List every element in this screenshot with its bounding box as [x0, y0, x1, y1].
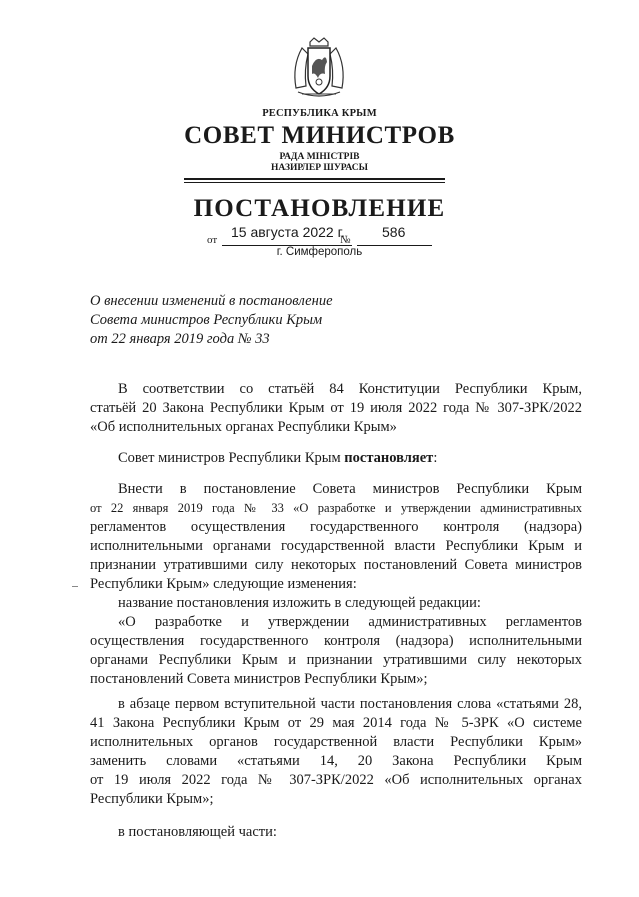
text-line: от 22 января 2019 года № 33 «О разработке и утверждении административных: [90, 501, 582, 515]
council-title: СОВЕТ МИНИСТРОВ: [184, 122, 455, 149]
subject-line: от 22 января 2019 года № 33: [90, 331, 270, 347]
header-divider: [184, 178, 445, 180]
paragraph-preamble-change: [90, 695, 582, 809]
text-line: исполнительными органами государственной власти Республики Крым и: [90, 538, 582, 554]
text-line: название постановления изложить в следующей редакции:: [118, 595, 481, 611]
decree-city: г. Симферополь: [276, 246, 363, 258]
header-divider-thin: [184, 182, 445, 183]
paragraph-preamble: [90, 380, 582, 437]
text-line: Внести в постановление Совета министров Республики Крым: [118, 481, 582, 497]
text-line: заменить словами «статьями 14, 20 Закона Республики Крым: [90, 753, 582, 769]
resolves-keyword: постановляет: [344, 450, 434, 466]
resolves-text: Совет министров Республики Крым: [118, 450, 345, 466]
date-prefix: от: [207, 234, 218, 246]
margin-mark: [72, 586, 78, 587]
paragraph-operative-part: [90, 823, 582, 842]
text-line: исполнительных органов государственной власти Республики Крым»: [90, 734, 582, 750]
text-line: регламентов осуществления государственного контроля (надзора): [90, 519, 582, 535]
text-line: осуществления государственного контроля (надзора) исполнительными: [90, 633, 582, 649]
republic-name: РЕСПУБЛИКА КРЫМ: [262, 108, 377, 119]
decree-number: 586: [382, 224, 406, 240]
decree-date: 15 августа 2022 г.: [231, 224, 345, 240]
number-sign: №: [340, 234, 351, 246]
council-title-crimean-tatar: НАЗИРЛЕР ШУРАСЫ: [271, 163, 368, 173]
text-line: Республики Крым»;: [90, 791, 214, 807]
text-line: В соответствии со статьёй 84 Конституции Республики Крым,: [118, 381, 582, 397]
subject-line: О внесении изменений в постановление: [90, 293, 333, 309]
text-line: органами Республики Крым и признании утратившими силу некоторых: [90, 652, 582, 668]
text-line: [90, 449, 582, 468]
text-line: Республики Крым» следующие изменения:: [90, 576, 357, 592]
text-line: «О разработке и утверждении административных регламентов: [118, 614, 582, 630]
resolves-colon: :: [433, 450, 438, 466]
text-line: в абзаце первом вступительной части постановления слова «статьями 28,: [118, 696, 582, 712]
text-line: «Об исполнительных органах Республики Крым»: [90, 419, 397, 435]
text-line: статьёй 20 Закона Республики Крым от 19 июля 2022 года № 307-ЗРК/2022: [90, 400, 582, 416]
text-line: постановлений Совета министров Республики Крым»;: [90, 671, 428, 687]
council-title-ukrainian: РАДА МІНІСТРІВ: [279, 152, 360, 162]
text-line: 41 Закона Республики Крым от 29 мая 2014 года № 5-ЗРК «О системе: [90, 715, 582, 731]
paragraph-resolves: [90, 449, 582, 468]
text-line: от 19 июля 2022 года № 307-ЗРК/2022 «Об исполнительных органах: [90, 772, 582, 788]
decree-title: ПОСТАНОВЛЕНИЕ: [193, 195, 446, 222]
crimea-coat-of-arms-icon: [288, 36, 350, 100]
decree-subject: [90, 292, 333, 349]
subject-line: Совета министров Республики Крым: [90, 312, 323, 328]
paragraph-amendment-intro: [90, 480, 582, 594]
text-line: в постановляющей части:: [118, 824, 277, 840]
text-line: признании утратившими силу некоторых постановлений Совета министров: [90, 557, 582, 573]
paragraph-title-change: [90, 594, 582, 689]
